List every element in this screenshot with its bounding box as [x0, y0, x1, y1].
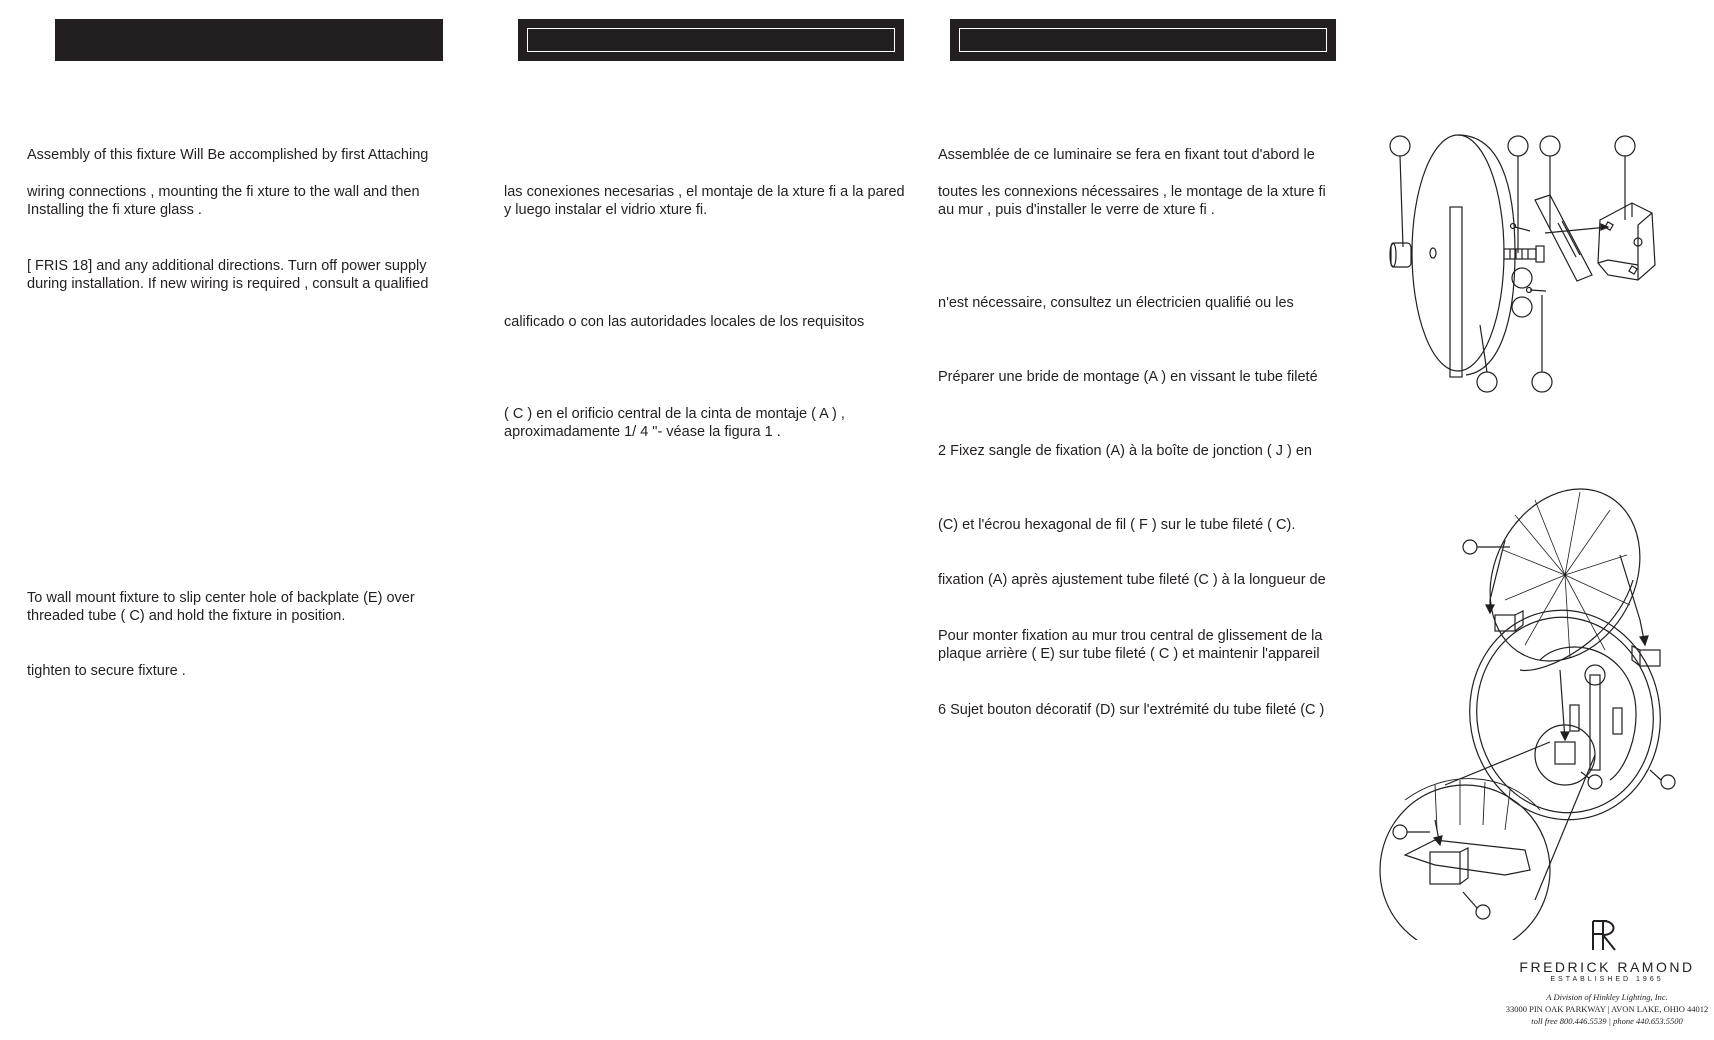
fr-monogram-logo	[1585, 918, 1629, 952]
spanish-header-frame	[527, 28, 895, 52]
spanish-header-bar	[518, 19, 904, 61]
english-line: tighten to secure fixture .	[27, 663, 186, 679]
brand-block	[1500, 918, 1714, 1027]
french-line: fixation (A) après ajustement tube fileté (C ) à la longueur de	[938, 572, 1326, 588]
english-line: Installing the fi xture glass .	[27, 202, 202, 218]
english-header-bar	[55, 19, 443, 61]
english-line: threaded tube ( C) and hold the fixture in position.	[27, 608, 346, 624]
french-line: au mur , puis d'installer le verre de xture fi .	[938, 202, 1215, 218]
french-header-frame	[959, 28, 1327, 52]
brand-established: ESTABLISHED 1965	[1550, 976, 1664, 983]
brand-phones: toll free 800.446.5539 | phone 440.653.5500	[1531, 1016, 1683, 1026]
brand-street: 33000 PIN OAK PARKWAY | AVON LAKE, OHIO 44012	[1505, 1004, 1709, 1014]
english-line: wiring connections , mounting the fi xture to the wall and then	[27, 184, 420, 200]
glass-installation-diagram	[1365, 480, 1695, 940]
english-line: [ FRIS 18] and any additional directions. Turn off power supply	[27, 258, 427, 274]
spanish-line: calificado o con las autoridades locales de los requisitos	[504, 314, 865, 330]
spanish-line: aproximadamente 1/ 4 "- véase la figura 1 .	[504, 424, 781, 440]
english-line: during installation. If new wiring is required , consult a qualified	[27, 276, 429, 292]
brand-name: FREDRICK RAMOND	[1519, 959, 1695, 975]
spanish-line: las conexiones necesarias , el montaje de la xture fi a la pared	[504, 184, 905, 200]
spanish-line: y luego instalar el vidrio xture fi.	[504, 202, 708, 218]
brand-division: A Division of Hinkley Lighting, Inc.	[1546, 992, 1668, 1002]
french-line: (C) et l'écrou hexagonal de fil ( F ) sur le tube fileté ( C).	[938, 517, 1296, 533]
french-header-bar	[950, 19, 1336, 61]
brand-address	[1500, 991, 1714, 1027]
french-line: Pour monter fixation au mur trou central de glissement de la	[938, 628, 1323, 644]
french-line: 6 Sujet bouton décoratif (D) sur l'extrémité du tube fileté (C )	[938, 702, 1325, 718]
spanish-line: ( C ) en el orificio central de la cinta de montaje ( A ) ,	[504, 406, 845, 422]
french-line: toutes les connexions nécessaires , le montage de la xture fi	[938, 184, 1326, 200]
english-line: Assembly of this fixture Will Be accomplished by first Attaching	[27, 147, 429, 163]
french-line: plaque arrière ( E) sur tube fileté ( C ) et maintenir l'appareil	[938, 646, 1320, 662]
english-line: To wall mount fixture to slip center hole of backplate (E) over	[27, 590, 415, 606]
exploded-mounting-diagram	[1370, 125, 1700, 410]
french-line: 2 Fixez sangle de fixation (A) à la boîte de jonction ( J ) en	[938, 443, 1312, 459]
french-line: Assemblée de ce luminaire se fera en fixant tout d'abord le	[938, 147, 1315, 163]
french-line: n'est nécessaire, consultez un électricien qualifié ou les	[938, 295, 1294, 311]
french-line: Préparer une bride de montage (A ) en vissant le tube fileté	[938, 369, 1318, 385]
